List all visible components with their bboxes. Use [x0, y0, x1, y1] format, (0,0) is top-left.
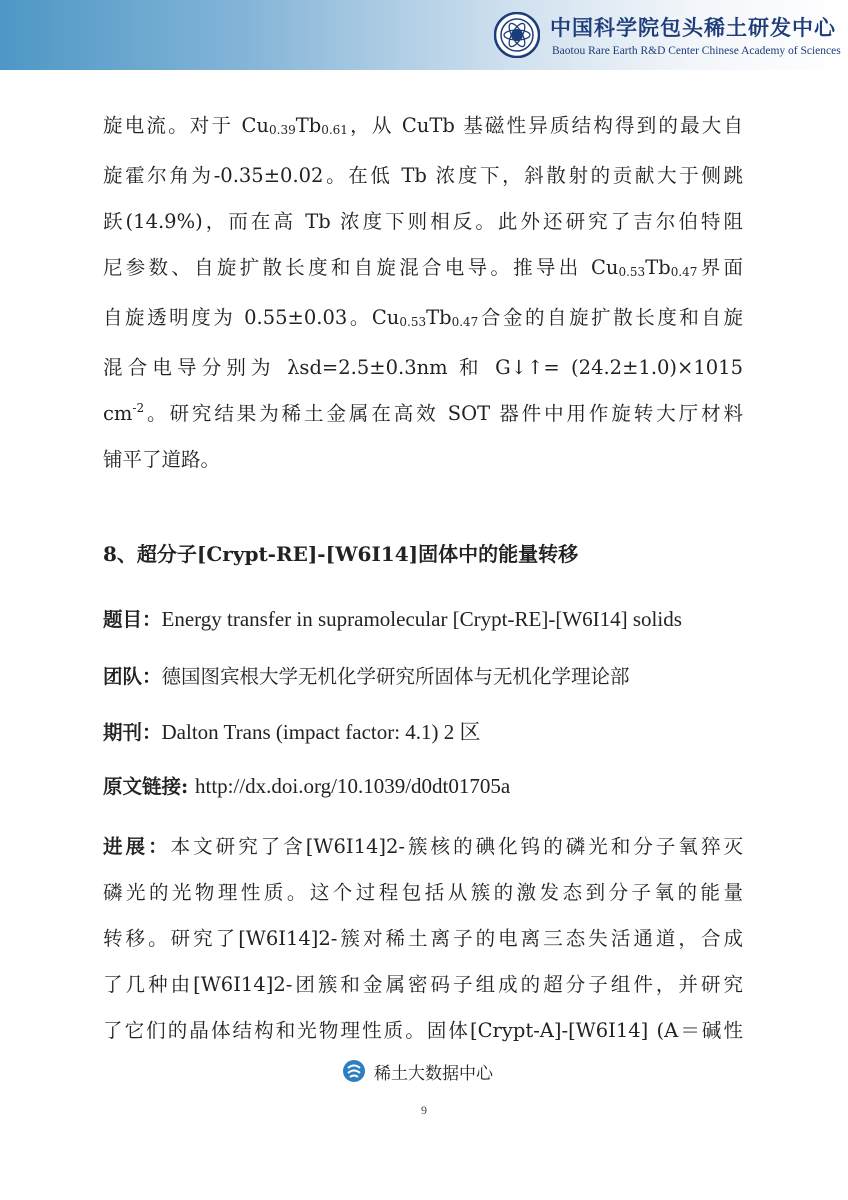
text-line: $cm^{-2}$。研究结果为稀土金属在高效 SOT 器件中用作旋转大厅材料 — [103, 401, 743, 425]
doi-link[interactable]: http://dx.doi.org/10.1039/d0dt01705a — [195, 774, 511, 798]
journal-value: Dalton Trans (impact factor: 4.1) 2 区 — [161, 720, 481, 744]
text-line: 了它们的晶体结构和光物理性质。固体[Crypt-A]-[W6I14] (A＝碱性 — [103, 1019, 743, 1042]
footer-brand-text: 稀土大数据中心 — [374, 1063, 493, 1084]
journal-row — [103, 716, 481, 746]
link-label: 原文链接: — [103, 775, 195, 798]
text-line: 混合电导分别为 λsd=2.5±0.3nm 和 G↓↑= (24.2±1.0)×1015 — [103, 356, 743, 379]
text-line: 旋电流。对于 $Cu_{0.39}Tb_{0.61}$，从 CuTb 基磁性异质结构得到的最大自 — [103, 114, 743, 137]
paper-title-label: 题目： — [103, 608, 162, 631]
page-number: 9 — [421, 1103, 427, 1117]
intro-paragraph — [103, 103, 743, 483]
page-header — [0, 0, 848, 70]
team-label: 团队： — [103, 665, 162, 688]
text-line: 了几种由[W6I14]2-团簇和金属密码子组成的超分子组件，并研究 — [103, 973, 743, 996]
org-name-en: Baotou Rare Earth R&D Center Chinese Academy of Sciences — [552, 45, 841, 57]
cas-emblem-icon — [494, 12, 540, 58]
text-line: 跃(14.9%)，而在高 Tb 浓度下则相反。此外还研究了吉尔伯特阻 — [103, 210, 743, 233]
progress-label: 进展： — [103, 835, 171, 858]
text-line: 铺平了道路。 — [103, 448, 221, 471]
progress-paragraph — [103, 824, 743, 1054]
rare-earth-data-icon — [342, 1059, 366, 1083]
paper-title-row — [103, 604, 682, 632]
text-line: 转移。研究了[W6I14]2-簇对稀土离子的电离三态失活通道，合成 — [103, 927, 743, 950]
journal-label: 期刊： — [103, 721, 162, 744]
section-heading: 8、超分子[Crypt-RE]-[W6I14]固体中的能量转移 — [103, 542, 579, 566]
org-name-cn: 中国科学院包头稀土研发中心 — [550, 15, 836, 40]
text-line: 进展：本文研究了含[W6I14]2-簇核的碘化钨的磷光和分子氧猝灭 — [103, 835, 743, 858]
text-line: 磷光的光物理性质。这个过程包括从簇的激发态到分子氧的能量 — [103, 881, 743, 904]
text-line: 自旋透明度为 0.55±0.03。$Cu_{0.53}Tb_{0.47}$合金的自旋扩散长度和自旋 — [103, 306, 743, 329]
text-line: 旋霍尔角为-0.35±0.02。在低 Tb 浓度下，斜散射的贡献大于侧跳 — [103, 164, 743, 187]
link-row — [103, 771, 510, 799]
paper-title-value: Energy transfer in supramolecular [Crypt-RE]-[W6I14] solids — [161, 607, 682, 631]
team-value: 德国图宾根大学无机化学研究所固体与无机化学理论部 — [161, 665, 630, 688]
team-row — [103, 661, 630, 689]
text-line: 尼参数、自旋扩散长度和自旋混合电导。推导出 $Cu_{0.53}Tb_{0.47}$界面 — [103, 256, 743, 279]
footer-brand — [342, 1058, 493, 1084]
